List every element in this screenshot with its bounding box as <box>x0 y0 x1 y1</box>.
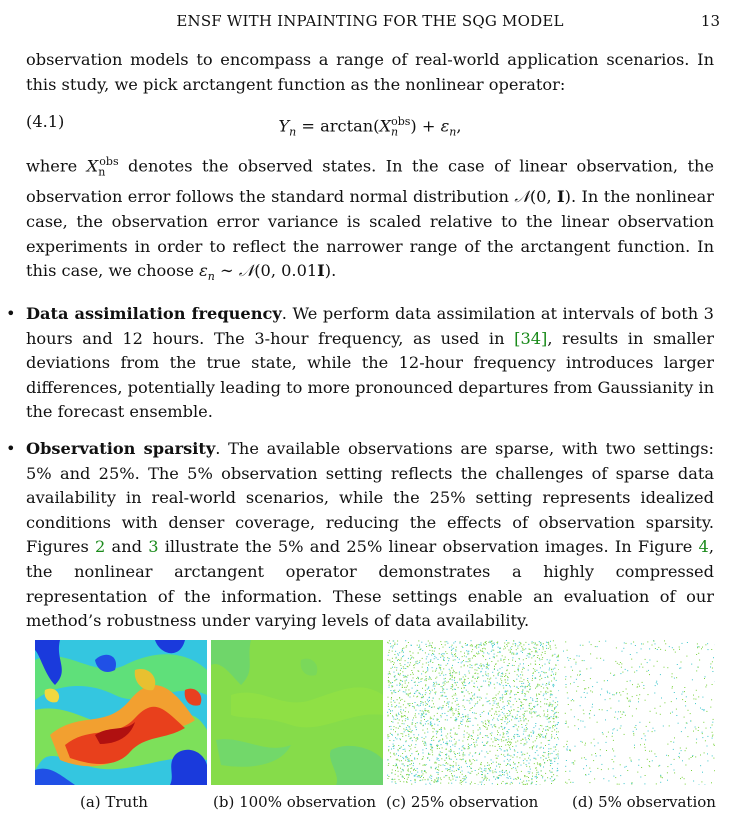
caption-d: (d) 5% observation <box>572 793 716 811</box>
bullet-frequency: • Data assimilation frequency. We perform data assimilation at intervals of both 3 hours and 12 hours. The 3-hour frequency, as used in [34], results in smaller deviations from the true state, while the 12-hour frequency introduces larger differences, potentially leading to more pronounced departures from Gaussianity in the forecast ensemble. <box>6 304 714 422</box>
caption-b: (b) 100% observation <box>213 793 377 811</box>
equation-body: $Y_n = \arctan(X_n^{obs}) + \varepsilon_n$, <box>278 115 462 139</box>
figure-link[interactable]: 4 <box>698 537 709 557</box>
equation-4-1 <box>26 108 714 138</box>
citation-link[interactable]: [34] <box>514 328 548 348</box>
page-number: 13 <box>700 12 720 30</box>
running-header <box>0 12 740 32</box>
caption-c: (c) 25% observation <box>386 793 539 811</box>
figure-link[interactable]: 3 <box>148 537 159 557</box>
bullet-title: Data assimilation frequency <box>26 304 282 324</box>
figure-panels <box>35 640 715 786</box>
main-text <box>6 48 715 634</box>
bullet-title: Observation sparsity <box>26 438 216 458</box>
running-title: ENSF WITH INPAINTING FOR THE SQG MODEL <box>176 12 564 30</box>
sparse-25-observation-image <box>387 640 559 785</box>
truth-image <box>35 640 207 785</box>
intro-paragraph: observation models to encompass a range of real-world application scenarios. In this study, we pick arctangent function as the nonlinear operator: <box>26 50 714 94</box>
bullet-sparsity: • Observation sparsity. The available observations are sparse, with two settings: 5% and 25%. The 5% observation setting reflects the challenges of sparse data availability in real-world scenarios, while the 25% setting represents idealized conditions with denser coverage, reducing the effects of observation sparsity. Figures 2 and 3 illustrate the 5% and 25% linear observation images. In Figure 4, the nonlinear arctangent operator demonstrates a highly compressed representation of the information. These settings enable an evaluation of our method’s robustness under varying levels of data availability. <box>6 438 715 631</box>
observation-error-paragraph: where $X_n^{obs}$ denotes the observed states. In the case of linear observation, the observation error follows the standard normal distribution 𝒩(0, I). In the nonlinear case, the observation error variance is scaled relative to the linear observation experiments in order to reflect the narrower range of the arctangent function. In this case, we choose $\varepsilon_n$ ∼ 𝒩(0, 0.01I). <box>26 155 715 284</box>
sparse-5-observation-image <box>563 640 735 785</box>
full-observation-image <box>211 640 383 785</box>
caption-a: (a) Truth <box>80 793 148 811</box>
figure-link[interactable]: 2 <box>95 537 106 557</box>
equation-number: (4.1) <box>26 112 65 132</box>
